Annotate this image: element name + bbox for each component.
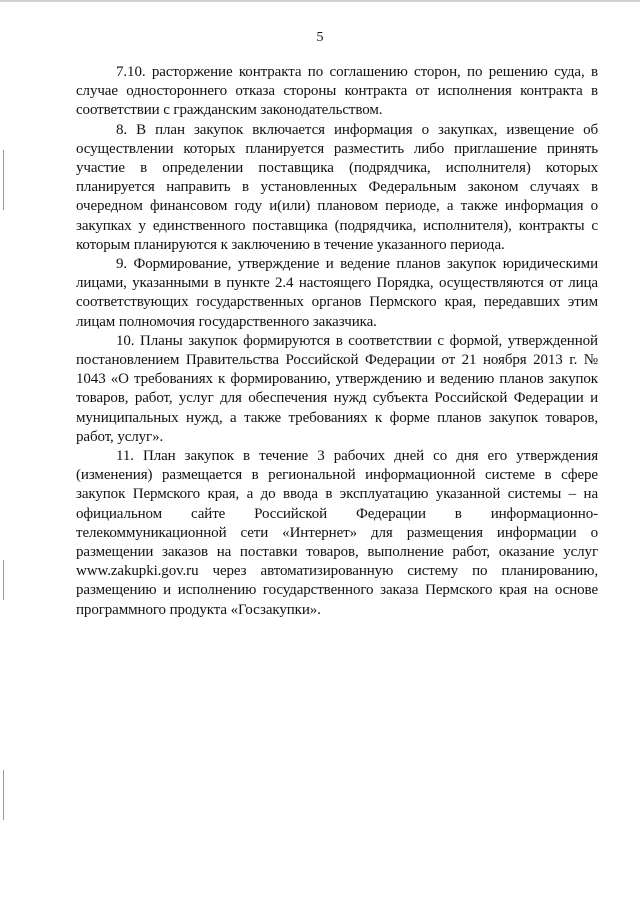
scan-margin-mark <box>3 770 4 820</box>
paragraph-10: 10. Планы закупок формируются в соответствии с формой, утвержденной постановлением Правительства Российской Федерации от 21 ноября 2013 г. № 1043 «О требованиях к формированию, утверждению и ведению планов закупок товаров, работ, услуг для обеспечения нужд субъекта Российской Федерации и муниципальных нужд, а также требованиях к форме планов закупок товаров, работ, услуг». <box>76 332 598 445</box>
scan-top-edge <box>0 0 640 2</box>
paragraph-8: 8. В план закупок включается информация о закупках, извещение об осуществлении которых планируется разместить либо приглашение принять участие в определении поставщика (подрядчика, исполнителя) которых планируется направить в установленных Федеральным законом случаях в очередном финансовом году и(или) плановом периоде, а также информация о закупках у единственного поставщика (подрядчика, исполнителя), контракты с которым планируются к заключению в течение указанного периода. <box>76 121 598 253</box>
scan-margin-mark <box>3 150 4 210</box>
paragraph-11: 11. План закупок в течение 3 рабочих дней со дня его утверждения (изменения) размещается в региональной информационной системе в сфере закупок Пермского края, а до ввода в эксплуатацию указанной системы – на официальном сайте Российской Федерации в информационно-телекоммуникационной сети «Интернет» для размещения информации о размещении заказов на поставки товаров, выполнение работ, оказание услуг www.zakupki.gov.ru через автоматизированную систему по планированию, размещению и исполнению государственного заказа Пермского края на основе программного продукта «Госзакупки». <box>76 448 598 618</box>
paragraph-9: 9. Формирование, утверждение и ведение планов закупок юридическими лицами, указанными в пункте 2.4 настоящего Порядка, осуществляются от лица соответствующих государственных органов Пермского края, передавших этим лицам полномочия государственного заказчика. <box>76 256 598 330</box>
scan-margin-mark <box>3 560 4 600</box>
paragraph-7-10: 7.10. расторжение контракта по соглашению сторон, по решению суда, в случае одностороннего отказа стороны контракта от исполнения контракта в соответствии с гражданским законодательством. <box>76 64 598 119</box>
page-number: 5 <box>316 30 324 45</box>
document-body <box>76 63 598 620</box>
